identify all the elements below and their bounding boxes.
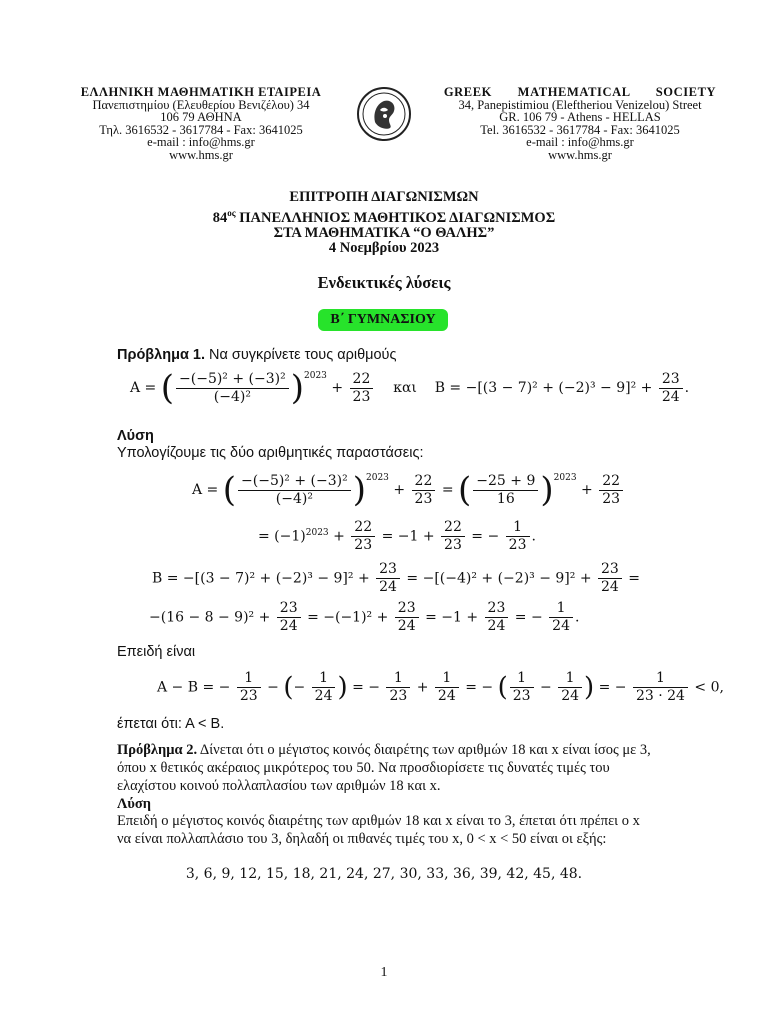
- problem1-solution-intro: Υπολογίζουμε τις δύο αριθμητικές παραστάσεις:: [117, 445, 424, 461]
- problem2-text: Δίνεται ότι ο μέγιστος κοινός διαιρέτης των αριθμών 18 και x είναι ίσος με 3, όπου x θετικός ακέραιος μικρότερος του 50. Να προσδιορίσετε τις δυνατές τιμές του ελαχίστου κοινού πολλαπλασίου των αριθμών 18 και x.: [117, 742, 651, 794]
- email-english: e-mail : info@hms.gr: [526, 135, 634, 150]
- indicative-solutions-heading: Ενδεικτικές λύσεις: [317, 273, 451, 292]
- since-text: Επειδή είναι: [117, 644, 196, 660]
- competition-date: 4 Νοεμβρίου 2023: [328, 240, 440, 257]
- problem1-formula: Α = ( $\frac{\text{−(−5)² + (−3)²}}{\text{(−4)²}}$ )$^{2023}$ + $\frac{22}{23}$ και Β = −[(3 − 7)² + (−2)³ − 9]² + $\frac{23}{24}$ .: [130, 368, 690, 408]
- address-greek: Πανεπιστημίου (Ελευθερίου Βενιζέλου) 34: [92, 97, 310, 112]
- problem2-statement: [117, 741, 657, 795]
- solution-a-line1: Α = ( $\frac{\text{−(−5)² + (−3)²}}{\text{(−4)²}}$ )$^{2023}$ + $\frac{22}{23}$ = ( $\frac{-25 + 9}{16}$ )$^{2023}$ + $\frac{22}{23}$: [192, 470, 625, 510]
- email-greek: e-mail : info@hms.gr: [147, 135, 255, 150]
- problem2-label: Πρόβλημα 2.: [117, 742, 198, 758]
- and-word: και: [393, 380, 417, 396]
- society-name-english: GREEK MATHEMATICAL SOCIETY: [443, 85, 717, 99]
- thales-line: ΣΤΑ ΜΑΘΗΜΑΤΙΚΑ “Ο ΘΑΛΗΣ”: [273, 224, 495, 241]
- header-greek: [66, 86, 336, 162]
- problem1-label: Πρόβλημα 1.: [117, 347, 205, 363]
- solution-b-line2: −(16 − 8 − 9)² + $\frac{23}{24}$ = −(−1)² + $\frac{23}{24}$ = −1 + $\frac{23}{24}$ = − $\frac{1}{24}$ .: [149, 600, 580, 634]
- problem1-conclusion: έπεται ότι: Α < Β.: [117, 716, 225, 732]
- problem1-statement: [117, 346, 657, 364]
- competition-name: ΠΑΝΕΛΛΗΝΙΟΣ ΜΑΘΗΤΙΚΟΣ ΔΙΑΓΩΝΙΣΜΟΣ: [235, 209, 556, 226]
- competition-title: [0, 190, 768, 257]
- society-seal-logo: [356, 86, 412, 142]
- problem2-solution-label: Λύση: [117, 796, 152, 812]
- committee-line: ΕΠΙΤΡΟΠΗ ΔΙΑΓΩΝΙΣΜΩΝ: [289, 189, 479, 205]
- society-name-greek: ΕΛΛΗΝΙΚΗ ΜΑΘΗΜΑΤΙΚΗ ΕΤΑΙΡΕΙΑ: [80, 85, 322, 99]
- competition-number: 84: [212, 209, 228, 226]
- problem1-solution-label: Λύση: [117, 428, 154, 444]
- competition-line: [0, 206, 768, 226]
- website-english: www.hms.gr: [548, 147, 612, 162]
- grade-badge: B΄ ΓΥΜΝΑΣΙΟΥ: [318, 309, 448, 331]
- solution-a-line2: = $(-1)^{2023}$ + $\frac{22}{23}$ = −1 + $\frac{22}{23}$ = − $\frac{1}{23}$ .: [258, 519, 536, 553]
- postcode-greek: 106 79 ΑΘΗΝΑ: [160, 110, 242, 125]
- phone-english: Tel. 3616532 - 3617784 - Fax: 3641025: [480, 122, 680, 137]
- solution-b-line1: Β = −[(3 − 7)² + (−2)³ − 9]² + $\frac{23}{24}$ = −[(−4)² + (−2)³ − 9]² + $\frac{23}{24}$ =: [152, 561, 641, 595]
- postcode-english: GR. 106 79 - Athens - HELLAS: [499, 110, 661, 125]
- problem2-solution-text: Επειδή ο μέγιστος κοινός διαιρέτης των αριθμών 18 και x είναι το 3, έπεται ότι πρέπει ο x να είναι πολλαπλάσιο του 3, δηλαδή οι πιθανές τιμές του x, 0 < x < 50 είναι οι εξής:: [117, 813, 640, 847]
- address-english: 34, Panepistimiou (Eleftheriou Venizelou) Street: [458, 97, 702, 112]
- problem1-text: Να συγκρίνετε τους αριθμούς: [204, 347, 397, 363]
- competition-number-suffix: ος: [227, 207, 236, 218]
- page-number: 1: [380, 965, 388, 980]
- possible-values-list: 3, 6, 9, 12, 15, 18, 21, 24, 27, 30, 33, 36, 39, 42, 45, 48.: [185, 866, 583, 882]
- phone-greek: Τηλ. 3616532 - 3617784 - Fax: 3641025: [99, 122, 303, 137]
- website-greek: www.hms.gr: [169, 147, 233, 162]
- difference-formula: Α − Β = − $\frac{1}{23}$ − (− $\frac{1}{24}$ ) = − $\frac{1}{23}$ + $\frac{1}{24}$ = − ( $\frac{1}{23}$ − $\frac{1}{24}$ ) = − $\frac{1}{23 \cdot 24}$ < 0,: [157, 670, 724, 704]
- header-english: [440, 86, 720, 162]
